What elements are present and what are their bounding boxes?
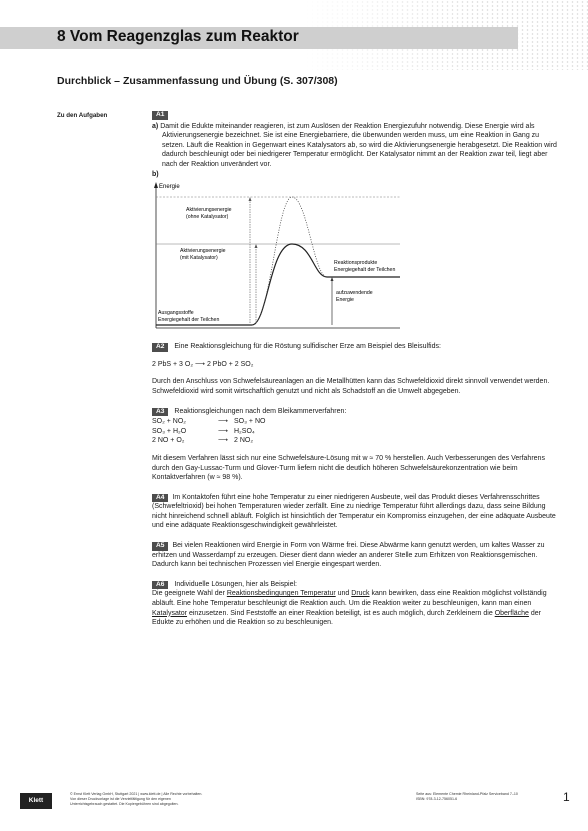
eq-left: SO₂ + NO₂ <box>152 418 187 426</box>
a6-text-part: kann bewirken, dass eine Reaktion möglichst vollständig abläuft. Eine hohe Temperatur beschleunigt die Reaktion auch. Um die Reaktion weiter zu beschleunigen, kann man einen <box>152 590 547 608</box>
footer-line: © Ernst Klett Verlag GmbH, Stuttgart 2021 | www.klett.de | Alle Rechte vorbehalten. <box>70 792 203 796</box>
a2-intro: Eine Reaktionsgleichung für die Röstung sulfidischer Erze am Beispiel des Bleisulfids: <box>174 343 441 351</box>
label-ea-catalyst-1: Aktivierungsenergie <box>180 248 226 255</box>
task-a6 <box>152 580 557 628</box>
label-start-1: Ausgangsstoffe <box>158 310 194 317</box>
a6-text-part: Die geeignete Wahl der <box>152 590 227 598</box>
a5-text: Bei vielen Reaktionen wird Energie in Form von Wärme frei. Diese Abwärme kann genutzt werden, um kaltes Wasser zu erhitzen und Wasserdampf zu erzeugen. Dieser dient dann wieder an anderer Stelle zum Erhitzen von Reaktionsgemischen. Dadurch kann bei technischen Prozessen viel Energie eingespart werden. <box>152 542 545 569</box>
task-a1 <box>152 110 557 330</box>
badge-a6: A6 <box>152 581 168 590</box>
a6-text <box>152 589 557 627</box>
page-number: 1 <box>563 790 570 804</box>
a6-underlined-term: Oberfläche <box>494 609 529 617</box>
a6-underlined-term: Katalysator <box>152 609 188 617</box>
badge-a2: A2 <box>152 343 168 352</box>
badge-a5: A5 <box>152 542 168 551</box>
footer-line: Seite aus: Elemente Chemie Rheinland-Pfalz Serviceband 7–10 <box>416 792 518 796</box>
a6-text-part: der Edukte zu erhöhen und die Reaktion so zu beschleunigen. <box>152 609 541 627</box>
a3-equation-row <box>152 427 557 437</box>
eq-right: H₂SO₄ <box>234 427 255 435</box>
a6-underlined-term: Reaktionsbedingungen Temperatur <box>226 590 336 598</box>
label-products-2: Energiegehalt der Teilchen <box>334 267 396 274</box>
badge-a4: A4 <box>152 494 168 503</box>
label-products-1: Reaktionsprodukte <box>334 260 378 267</box>
eq-arrow: ⟶ <box>217 437 229 445</box>
footer-source <box>416 792 556 802</box>
a3-equations <box>152 417 557 446</box>
label-ea-no-catalyst-1: Aktivierungsenergie <box>186 207 232 214</box>
a1-a-label: a) <box>152 122 159 130</box>
a1-b-label: b) <box>152 170 159 178</box>
page-title: 8 Vom Reagenzglas zum Reaktor <box>57 28 299 45</box>
badge-a1: A1 <box>152 111 168 120</box>
task-a5 <box>152 541 557 570</box>
label-added-1: aufzuwendende <box>336 290 373 297</box>
eq-right: 2 NO₂ <box>234 437 254 445</box>
badge-a3: A3 <box>152 408 168 417</box>
klett-logo: Klett <box>20 793 52 809</box>
label-ea-no-catalyst-2: (ohne Katalysator) <box>186 214 229 221</box>
curve-with-catalyst <box>252 244 327 325</box>
side-label: Zu den Aufgaben <box>57 112 108 119</box>
eq-right: SO₃ + NO <box>234 418 266 426</box>
eq-arrow: ⟶ <box>217 427 229 435</box>
footer-line: ISBN: 978-3-12-756051-6 <box>416 796 458 801</box>
section-subtitle: Durchblick – Zusammenfassung und Übung (S. 307/308) <box>57 75 338 87</box>
a2-text: Durch den Anschluss von Schwefelsäureanlagen an die Metallhütten kann das Schwefeldioxid direkt sinnvoll verwendet werden. Schwefeldioxid wird somit wirtschaftlich genutzt und nicht als Schadstoff an die Umwelt abgegeben. <box>152 378 550 395</box>
y-axis-arrow <box>154 182 158 188</box>
a1-a-text: Damit die Edukte miteinander reagieren, ist zum Auslösen der Reaktion Energiezufuhr notwendig. Diese Energie wird als Aktivierungsenergie bezeichnet. Sie ist eine Energiebarriere, die überwunden werden muss, um eine Reaktion in Gang zu setzen. Läuft die Reaktion in Gegenwart eines Katalysators ab, so wird die Aktivierungsenergie herabgesetzt. Die Reaktion wird dadurch beschleunigt oder bei niedrigerer Temperatur ermöglicht. Der Katalysator nimmt an der Reaktion zwar teil, liegt aber nach der Reaktion unverändert vor. <box>160 122 557 168</box>
a6-text-part: einzusetzen. Sind Feststoffe an einer Reaktion beteiligt, ist es auch möglich, durch Zerkleinern die <box>187 609 495 617</box>
task-a3 <box>152 407 557 483</box>
axis-label-energie: Energie <box>159 184 180 191</box>
a3-equation-row <box>152 436 557 446</box>
energy-diagram <box>152 180 402 330</box>
curve-without-catalyst <box>252 197 327 325</box>
a4-text: Im Kontaktofen führt eine hohe Temperatur zu einer niedrigeren Ausbeute, weil das Produkt dieses Verfahrensschrittes (Schwefeltrioxid) bei hohen Temperaturen wieder zerfällt. Eine zu niedrige Temperatur führt allerdings dazu, dass seine Bildung nicht hinreichend schnell abläuft. Folglich ist hinsichtlich der Temperatur ein Kompromiss einzugehen, der eine adäquate Ausbeute und eine adäquate Reaktionsgeschwindigkeit gewährleistet. <box>152 493 556 530</box>
eq-arrow: ⟶ <box>217 418 229 426</box>
footer-copyright <box>70 792 270 806</box>
task-a4 <box>152 493 557 531</box>
a6-intro: Individuelle Lösungen, hier als Beispiel: <box>174 580 297 588</box>
answers-content <box>152 110 557 634</box>
a3-equation-row <box>152 417 557 427</box>
a3-text: Mit diesem Verfahren lässt sich nur eine Schwefelsäure-Lösung mit w ≈ 70 % herstellen. Auch Verbesserungen des Verfahrens durch den Gay-Lussac-Turm und Glover-Turm liefern nicht die deutlich höheren Schwefelsäurekonzentration wie beim Kontaktverfahren (w ≈ 98 %). <box>152 454 545 482</box>
label-ea-catalyst-2: (mit Katalysator) <box>180 255 218 262</box>
label-start-2: Energiegehalt der Teilchen <box>158 317 220 324</box>
label-added-2: Energie <box>336 297 354 304</box>
task-a2 <box>152 342 557 396</box>
a6-underlined-term: Druck <box>351 590 370 598</box>
footer-line: Unterrichtsgebrauch gestattet. Die Kopiergebühren sind abgegolten. <box>70 801 179 806</box>
footer-line: Von dieser Druckvorlage ist die Vervielfältigung für den eigenen <box>70 796 171 801</box>
a2-equation: 2 PbS + 3 O₂ ⟶ 2 PbO + 2 SO₂ <box>152 360 254 368</box>
a6-text-part: und <box>335 590 352 598</box>
eq-left: SO₃ + H₂O <box>152 427 187 435</box>
a3-intro: Reaktionsgleichungen nach dem Bleikammerverfahren: <box>174 407 347 415</box>
eq-left: 2 NO + O₂ <box>152 437 185 445</box>
